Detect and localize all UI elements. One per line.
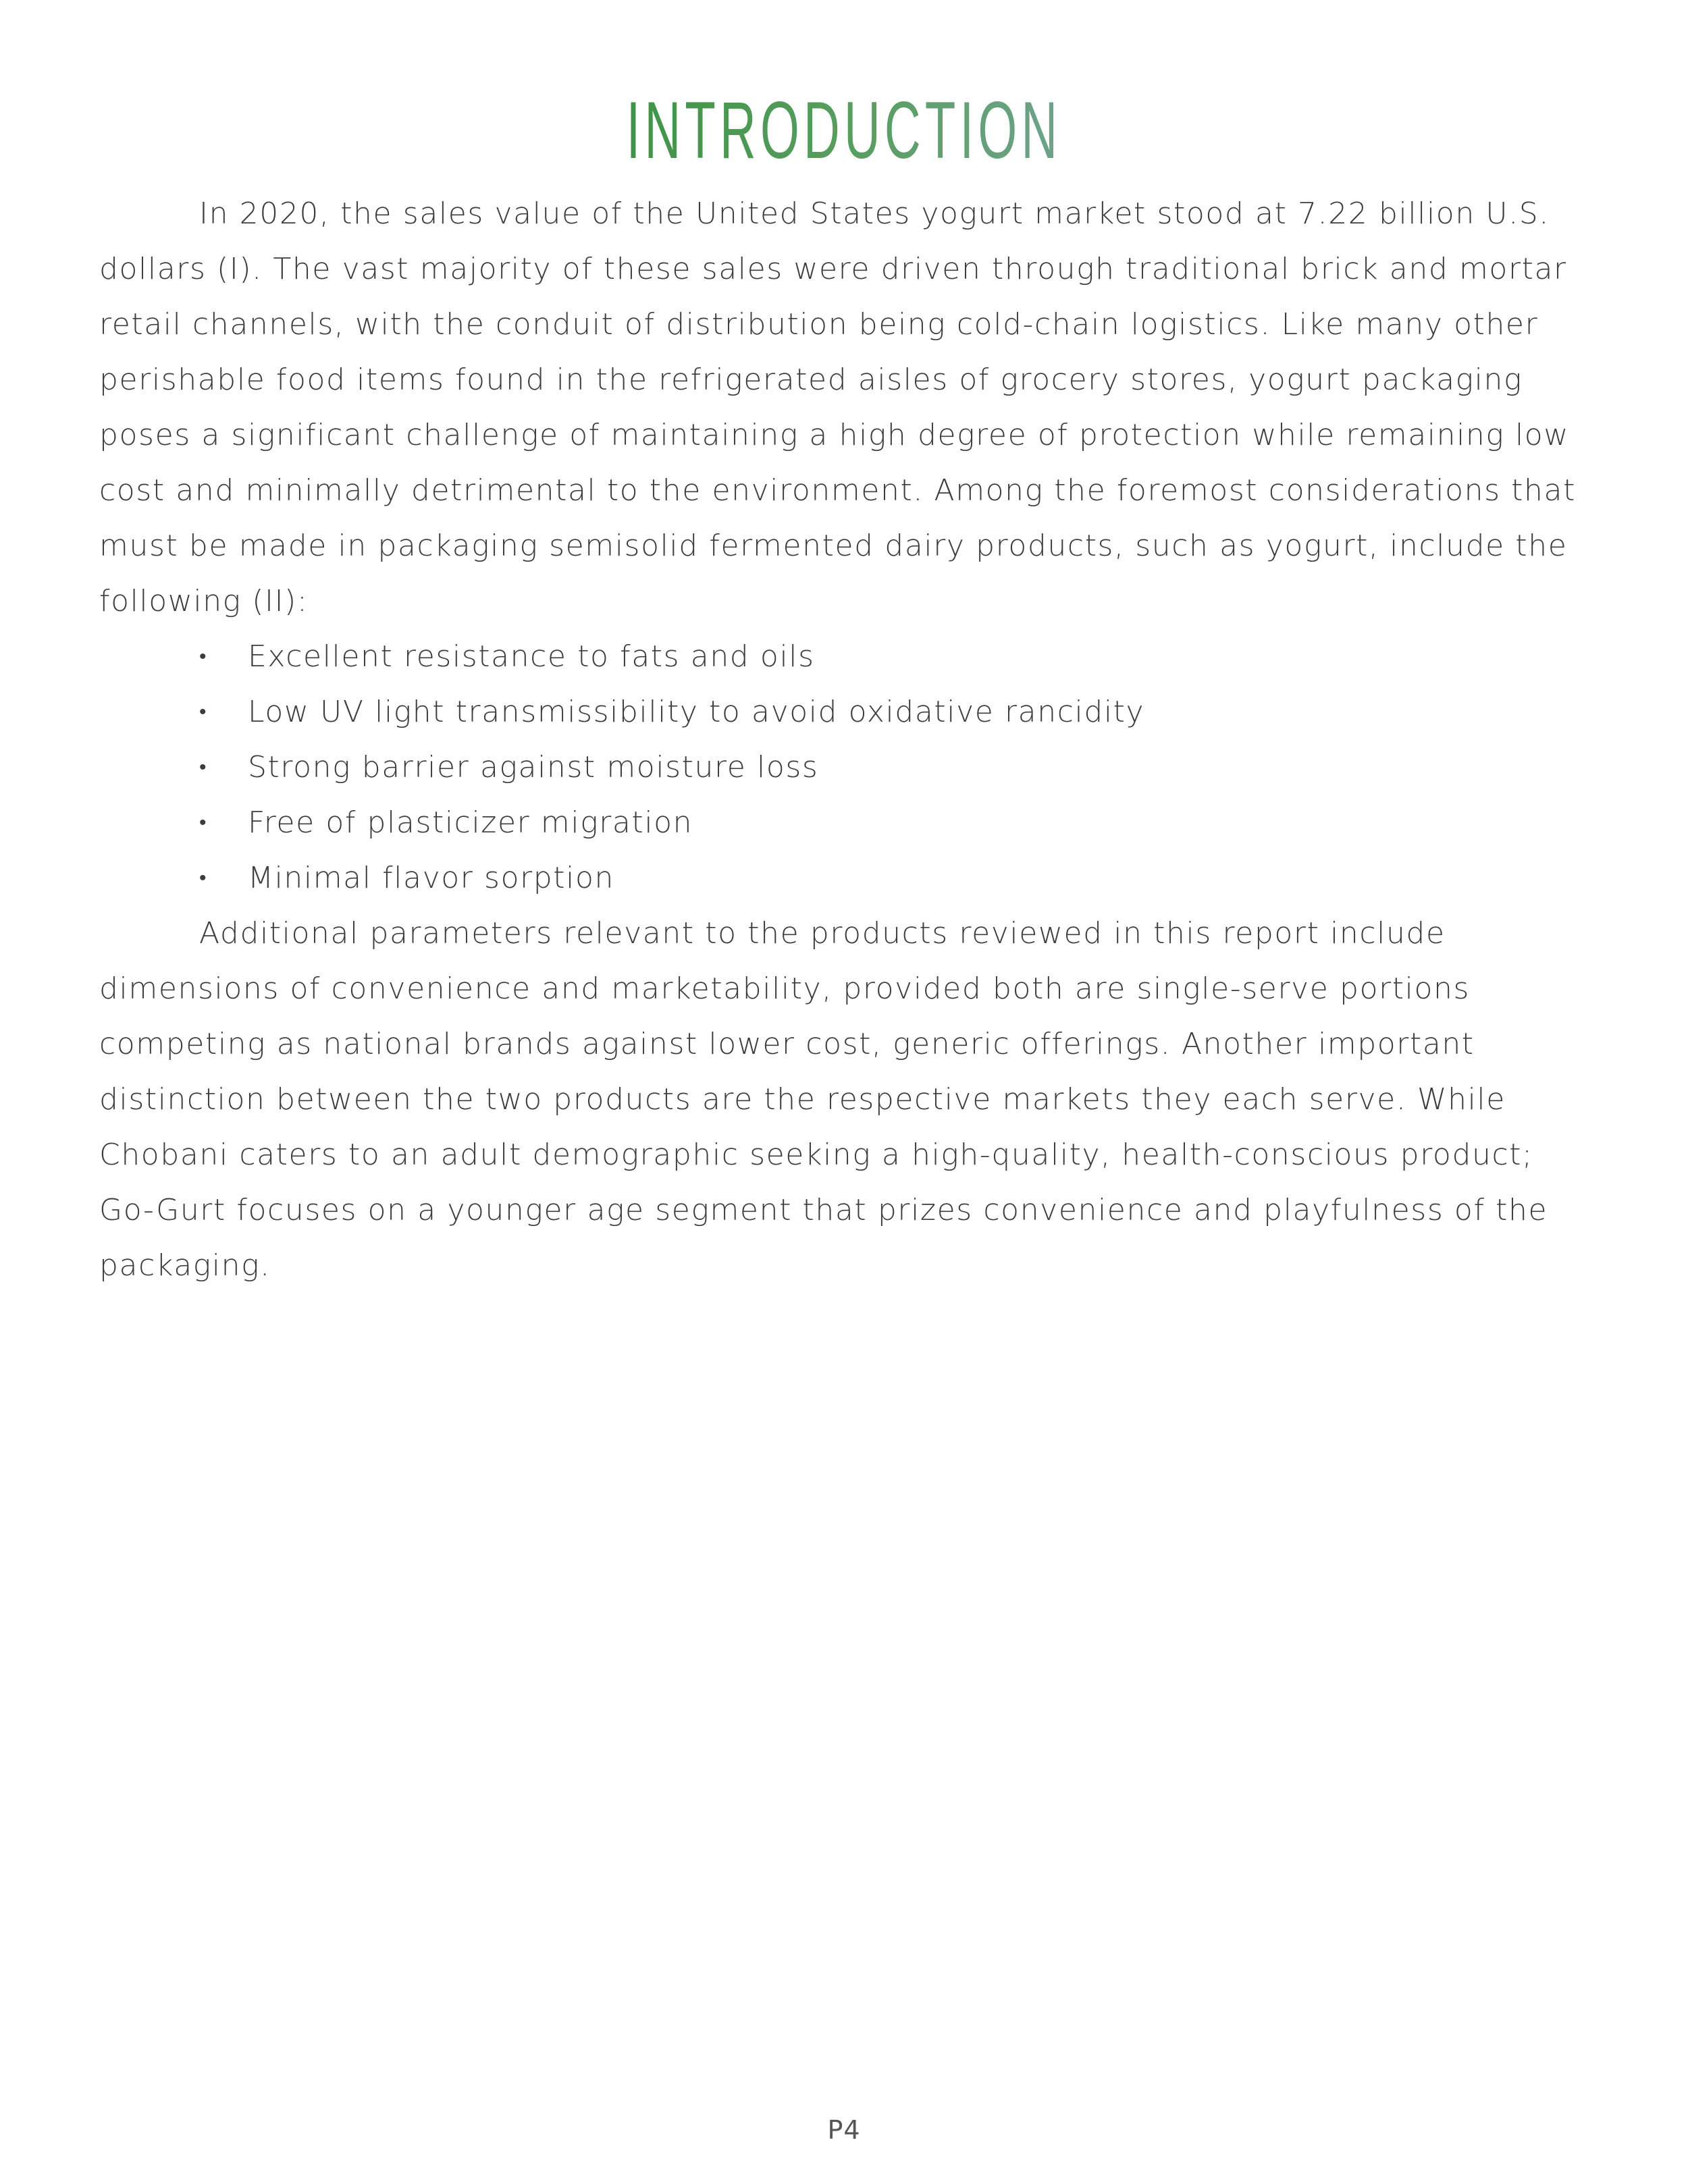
list-item-text: Strong barrier against moisture loss (248, 750, 819, 784)
list-item-text: Low UV light transmissibility to avoid oxidative rancidity (248, 695, 1145, 729)
bullet-icon: • (199, 755, 208, 779)
list-item (99, 629, 1593, 685)
list-item (99, 740, 1593, 795)
list-item (99, 851, 1593, 906)
bullet-icon: • (199, 866, 208, 890)
body-text (99, 186, 1593, 1294)
bullet-icon: • (199, 645, 208, 668)
list-item-text: Free of plasticizer migration (248, 805, 693, 840)
intro-paragraph-2: Additional parameters relevant to the products reviewed in this report include dimensions of convenience and marketability, provided both are single-serve portions competing as national brands against lower cost, generic offerings. Another important distinction between the two products are the respective markets they each serve. While Chobani caters to an adult demographic seeking a high-quality, health-conscious product; Go-Gurt focuses on a younger age segment that prizes convenience and playfulness of the packaging. (99, 916, 1548, 1283)
considerations-list (99, 629, 1593, 906)
bullet-icon: • (199, 700, 208, 724)
page-title (0, 80, 1688, 181)
title-text: INTRODUCTION (627, 80, 1062, 181)
list-item-text: Excellent resistance to fats and oils (248, 639, 815, 674)
page-number: P4 (827, 2115, 861, 2145)
bullet-icon: • (199, 811, 208, 834)
intro-paragraph-1: In 2020, the sales value of the United States yogurt market stood at 7.22 billion U.S. dollars (I). The vast majority of these sales were driven through traditional brick and mortar retail channels, with the conduit of distribution being cold-chain logistics. Like many other perishable food items found in the refrigerated aisles of grocery stores, yogurt packaging poses a significant challenge of maintaining a high degree of protection while remaining low cost and minimally detrimental to the environment. Among the foremost considerations that must be made in packaging semisolid fermented dairy products, such as yogurt, include the following (II): (99, 196, 1576, 618)
list-item (99, 685, 1593, 740)
list-item (99, 795, 1593, 851)
list-item-text: Minimal flavor sorption (248, 861, 614, 895)
